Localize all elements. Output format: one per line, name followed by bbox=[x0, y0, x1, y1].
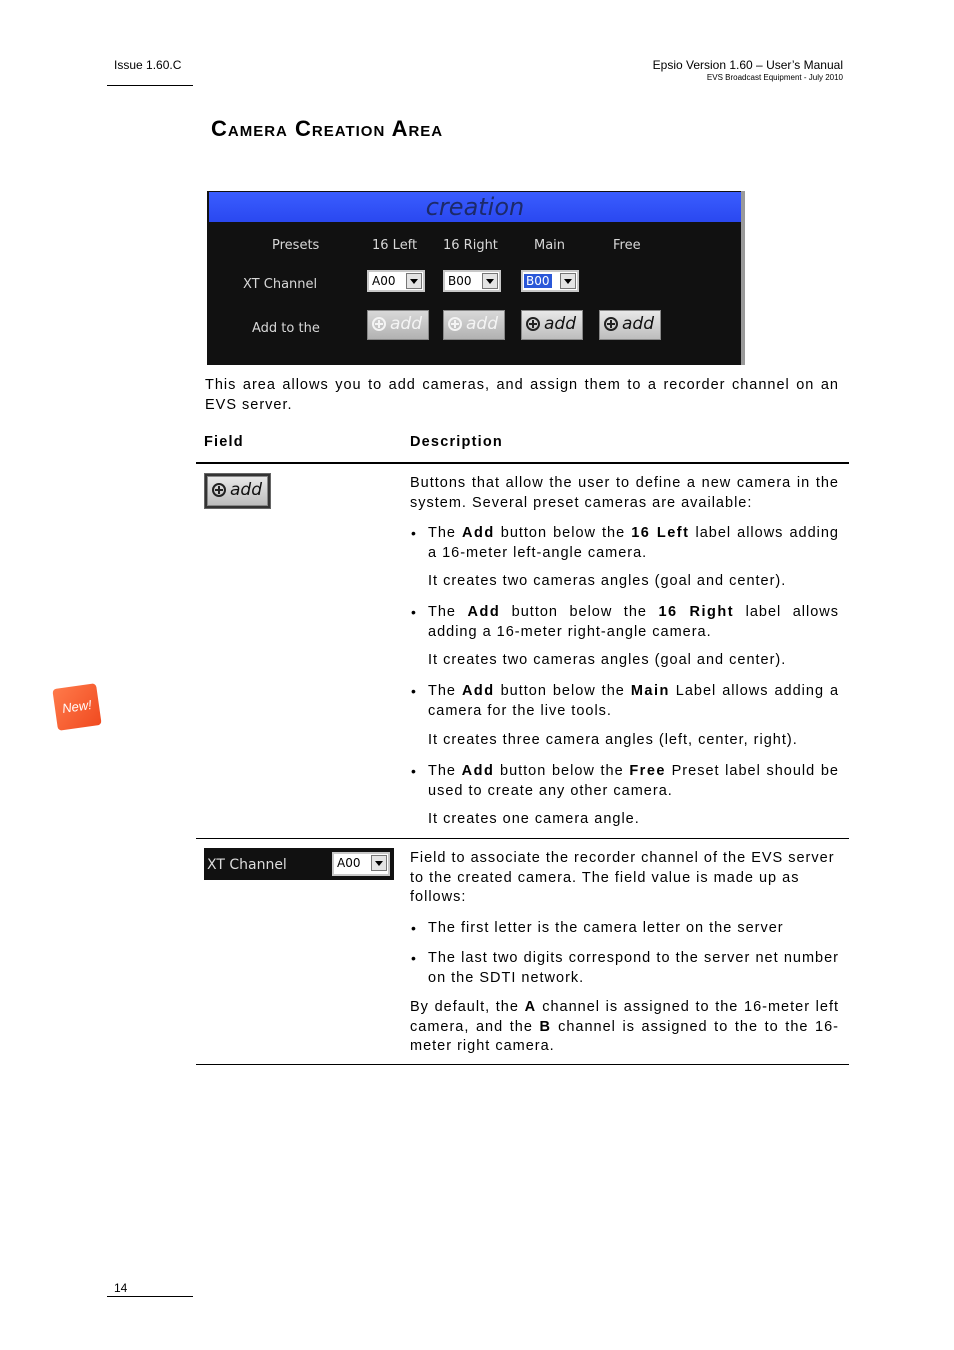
add-button-main[interactable] bbox=[521, 310, 583, 340]
add-button-16-right[interactable] bbox=[443, 310, 505, 340]
column-header-field: Field bbox=[204, 434, 244, 450]
text: button below the bbox=[511, 604, 647, 620]
xt-channel-select-16-left[interactable] bbox=[367, 270, 425, 292]
manual-title: Epsio Version 1.60 – User’s Manual bbox=[652, 58, 843, 72]
footer-divider bbox=[107, 1296, 193, 1297]
bullet: • bbox=[411, 763, 416, 779]
issue-label: Issue 1.60.C bbox=[114, 58, 182, 72]
channel-value: A00 bbox=[337, 856, 361, 870]
text: 16 Left bbox=[631, 525, 690, 541]
add-button-label: add bbox=[230, 480, 262, 500]
chevron-down-icon[interactable] bbox=[560, 273, 576, 289]
preset-free: Free bbox=[613, 238, 641, 253]
text: channel is assigned to the 16-meter left camera, and the bbox=[410, 999, 840, 1035]
preset-16-left: 16 Left bbox=[372, 238, 418, 253]
bullet: • bbox=[411, 683, 416, 699]
row1-description: Buttons that allow the user to define a new camera in the system. Several preset cameras are available: bbox=[410, 475, 839, 511]
text: button below the bbox=[500, 683, 625, 699]
row1-bullet-free bbox=[428, 762, 839, 801]
bullet: • bbox=[411, 920, 416, 936]
table-bottom-rule bbox=[196, 1064, 849, 1065]
text: The bbox=[428, 683, 456, 699]
row2-bullet-last-digits: The last two digits correspond to the server net number on the SDTI network. bbox=[428, 950, 839, 986]
chevron-down-icon bbox=[371, 855, 387, 871]
text: The bbox=[428, 525, 456, 541]
xt-channel-sample-select bbox=[332, 852, 390, 876]
page-number: 14 bbox=[114, 1281, 128, 1295]
add-button-free[interactable] bbox=[599, 310, 661, 340]
text: Main bbox=[630, 683, 670, 699]
chevron-down-icon[interactable] bbox=[482, 273, 498, 289]
manual-subtitle: EVS Broadcast Equipment - July 2010 bbox=[706, 73, 843, 82]
text: The bbox=[428, 763, 456, 779]
plus-circle-icon bbox=[448, 317, 462, 331]
text: The bbox=[428, 604, 456, 620]
text: 16 Right bbox=[658, 604, 735, 620]
row1-bullet-main bbox=[428, 682, 839, 721]
header-divider bbox=[107, 85, 193, 86]
row2-bullet-first-letter: The first letter is the camera letter on the server bbox=[428, 920, 784, 936]
add-button-illustration bbox=[204, 473, 271, 509]
channel-value: B00 bbox=[526, 274, 550, 288]
bullet: • bbox=[411, 950, 416, 966]
plus-circle-icon bbox=[526, 317, 540, 331]
xt-channel-label: XT Channel bbox=[243, 277, 318, 292]
row1-note-16-right: It creates two cameras angles (goal and center). bbox=[428, 652, 787, 668]
channel-value: B00 bbox=[448, 274, 472, 288]
channel-value: A00 bbox=[372, 274, 396, 288]
preset-16-right: 16 Right bbox=[443, 238, 498, 253]
text: Free bbox=[629, 763, 666, 779]
row1-note-free: It creates one camera angle. bbox=[428, 811, 640, 827]
text: button below the bbox=[500, 763, 624, 779]
creation-panel-screenshot bbox=[207, 191, 745, 365]
text: Add bbox=[461, 763, 495, 779]
row2-description: Field to associate the recorder channel of the EVS server to the created camera. The field value is made up as follows: bbox=[410, 850, 835, 905]
text: label allows adding a 16-meter right-angle camera. bbox=[428, 604, 839, 640]
text: B bbox=[539, 1018, 552, 1035]
row1-bullet-16-right bbox=[428, 603, 839, 642]
add-button-label: add bbox=[544, 314, 576, 334]
add-to-the-label: Add to the bbox=[252, 321, 320, 336]
text: Add bbox=[461, 683, 495, 699]
row1-bullet-16-left bbox=[428, 524, 839, 563]
table-header-rule bbox=[196, 462, 849, 464]
column-header-description: Description bbox=[410, 434, 503, 450]
row2-default-note bbox=[410, 998, 839, 1057]
text: Preset label should be used to create any other camera. bbox=[428, 763, 839, 799]
xt-channel-illustration bbox=[204, 848, 394, 880]
xt-channel-select-16-right[interactable] bbox=[443, 270, 501, 292]
plus-circle-icon bbox=[372, 317, 386, 331]
add-button-label: add bbox=[390, 314, 422, 334]
add-button-label: add bbox=[622, 314, 654, 334]
section-title: Camera Creation Area bbox=[211, 116, 444, 141]
preset-main: Main bbox=[534, 238, 566, 253]
text: A bbox=[524, 999, 537, 1015]
bullet: • bbox=[411, 525, 416, 541]
presets-label: Presets bbox=[272, 238, 320, 253]
bullet: • bbox=[411, 604, 416, 620]
creation-panel-title: creation bbox=[209, 192, 741, 222]
text: Label allows adding a camera for the live tools. bbox=[428, 683, 840, 719]
plus-circle-icon bbox=[604, 317, 618, 331]
add-button-16-left[interactable] bbox=[367, 310, 429, 340]
new-badge: New! bbox=[52, 683, 101, 731]
row1-note-16-left: It creates two cameras angles (goal and center). bbox=[428, 573, 787, 589]
xt-channel-select-main[interactable] bbox=[521, 270, 579, 292]
text: By default, the bbox=[410, 999, 519, 1015]
text: label allows adding a 16-meter left-angle camera. bbox=[428, 525, 839, 561]
text: channel is assigned to the to the 16-meter right camera. bbox=[410, 1018, 839, 1054]
row1-note-main: It creates three camera angles (left, center, right). bbox=[428, 732, 798, 748]
intro-paragraph: This area allows you to add cameras, and assign them to a recorder channel on an EVS server. bbox=[205, 377, 839, 413]
add-button-label: add bbox=[466, 314, 498, 334]
xt-channel-label: XT Channel bbox=[207, 857, 287, 873]
add-button-sample bbox=[207, 476, 268, 506]
text: Add bbox=[467, 604, 501, 620]
chevron-down-icon[interactable] bbox=[406, 273, 422, 289]
plus-circle-icon bbox=[212, 483, 226, 497]
row-divider bbox=[196, 838, 849, 839]
text: Add bbox=[462, 525, 495, 541]
text: button below the bbox=[500, 525, 626, 541]
